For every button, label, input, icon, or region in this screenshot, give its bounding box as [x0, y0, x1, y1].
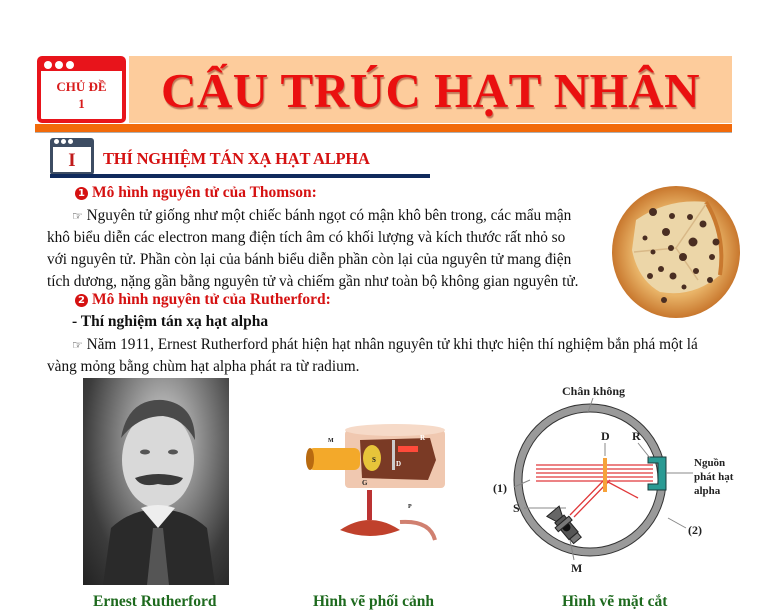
window-dots-icon: [54, 139, 73, 144]
svg-text:M: M: [328, 438, 334, 444]
rutherford-line-1: [72, 334, 752, 356]
svg-text:(1): (1): [493, 481, 507, 495]
svg-text:D: D: [601, 429, 610, 443]
portrait-caption: Ernest Rutherford: [93, 593, 217, 610]
rutherford-heading-text: Mô hình nguyên tử của Rutherford:: [92, 291, 331, 308]
section-number-badge: [50, 138, 94, 175]
text: Năm 1911, Ernest Rutherford phát hiện hạt nhân nguyên tử khi thực hiện thí nghiệm bắn phá một lá: [86, 336, 698, 353]
rutherford-line-2: vàng mỏng bằng chùm hạt alpha phát ra từ radium.: [47, 358, 360, 375]
experiment-subheading: - Thí nghiệm tán xạ hạt alpha: [72, 313, 269, 330]
svg-text:P: P: [408, 504, 412, 510]
perspective-apparatus-image: [300, 410, 450, 545]
thomson-line-1: [72, 205, 597, 227]
svg-text:alpha: alpha: [694, 485, 721, 497]
title-band: [129, 56, 732, 123]
svg-text:D: D: [396, 460, 402, 468]
section-number: I: [68, 150, 76, 171]
thomson-heading-text: Mô hình nguyên tử của Thomson:: [92, 184, 317, 201]
window-dots-icon: [44, 61, 74, 69]
svg-text:Nguồn: Nguồn: [694, 457, 726, 469]
svg-text:R: R: [632, 429, 641, 443]
svg-text:R: R: [420, 434, 426, 442]
thomson-line-3: với nguyên tử. Phần còn lại của bánh biểu diễn phần còn lại của nguyên tử mang điện: [47, 251, 572, 268]
pointing-hand-icon: ☞: [72, 338, 83, 352]
svg-text:S: S: [513, 501, 520, 515]
rutherford-heading: [75, 291, 331, 309]
topic-badge: [37, 56, 126, 123]
number-bullet-icon: 2: [75, 294, 88, 307]
text: Nguyên tử giống như một chiếc bánh ngọt có mận khô bên trong, các mẩu mận: [86, 207, 572, 224]
number-bullet-icon: 1: [75, 187, 88, 200]
cross-section-caption: Hình vẽ mặt cắt: [562, 593, 668, 610]
pointing-hand-icon: ☞: [72, 209, 83, 223]
plum-pudding-cake-image: [608, 180, 744, 320]
thomson-heading: [75, 184, 317, 202]
svg-text:(2): (2): [688, 523, 702, 537]
topic-label: [41, 78, 122, 112]
svg-text:M: M: [571, 561, 583, 575]
svg-text:S: S: [372, 456, 376, 464]
topic-number: 1: [78, 96, 85, 111]
section-title: THÍ NGHIỆM TÁN XẠ HẠT ALPHA: [103, 149, 370, 168]
svg-text:Chân không: Chân không: [562, 384, 626, 398]
header-divider: [35, 124, 732, 133]
thomson-line-4: tích dương, nặng gần bằng nguyên tử và chiếm gần như toàn bộ không gian nguyên tử.: [47, 273, 579, 290]
svg-text:G: G: [362, 479, 368, 487]
topic-label-text: CHỦ ĐỀ: [56, 79, 107, 94]
section-divider: [50, 174, 430, 178]
thomson-line-2: khô biểu diễn các electron mang điện tích âm có khối lượng và kích thước rất nhỏ so: [47, 229, 566, 246]
cross-section-diagram: [488, 380, 758, 580]
rutherford-portrait-image: [83, 378, 229, 585]
page-title: CẤU TRÚC HẠT NHÂN: [161, 63, 700, 118]
perspective-caption: Hình vẽ phối cảnh: [313, 593, 435, 610]
svg-text:phát hạt: phát hạt: [694, 471, 734, 483]
